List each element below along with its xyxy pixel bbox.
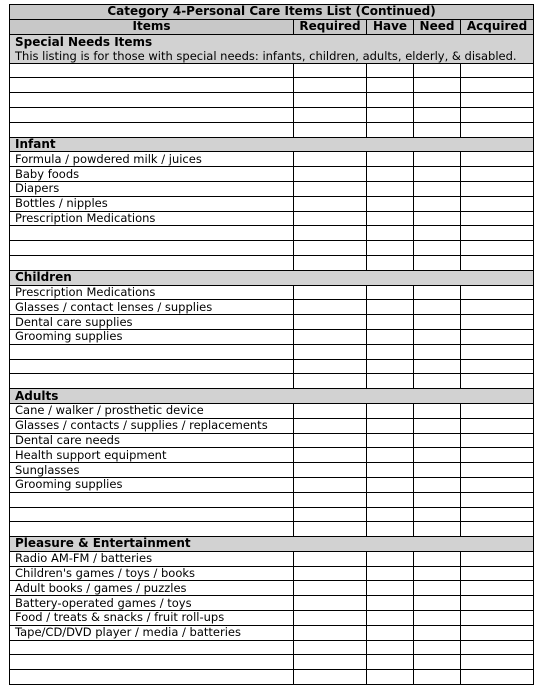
- required-cell[interactable]: [294, 581, 367, 596]
- table-row: [10, 196, 534, 211]
- required-cell[interactable]: [294, 93, 367, 108]
- acquired-cell[interactable]: [461, 448, 534, 463]
- acquired-cell[interactable]: [461, 300, 534, 315]
- item-label: [10, 640, 294, 655]
- required-cell[interactable]: [294, 359, 367, 374]
- have-cell[interactable]: [367, 167, 414, 182]
- item-label: Food / treats & snacks / fruit roll-ups: [10, 611, 294, 626]
- item-label: [10, 107, 294, 122]
- have-cell[interactable]: [367, 507, 414, 522]
- table-row: [10, 477, 534, 492]
- acquired-cell[interactable]: [461, 670, 534, 685]
- item-label: [10, 63, 294, 78]
- need-cell[interactable]: [414, 285, 461, 300]
- item-label: [10, 78, 294, 93]
- have-cell[interactable]: [367, 670, 414, 685]
- acquired-cell[interactable]: [461, 596, 534, 611]
- item-label: Children's games / toys / books: [10, 566, 294, 581]
- required-cell[interactable]: [294, 374, 367, 389]
- acquired-cell[interactable]: [461, 329, 534, 344]
- need-cell[interactable]: [414, 226, 461, 241]
- item-label: [10, 344, 294, 359]
- acquired-cell[interactable]: [461, 551, 534, 566]
- item-label: [10, 226, 294, 241]
- table-row: [10, 344, 534, 359]
- table-row: [10, 152, 534, 167]
- need-cell[interactable]: [414, 196, 461, 211]
- need-cell[interactable]: [414, 522, 461, 537]
- column-header-need: Need: [414, 19, 461, 34]
- have-cell[interactable]: [367, 211, 414, 226]
- need-cell[interactable]: [414, 463, 461, 478]
- table-row: [10, 433, 534, 448]
- have-cell[interactable]: [367, 596, 414, 611]
- required-cell[interactable]: [294, 167, 367, 182]
- need-cell[interactable]: [414, 63, 461, 78]
- required-cell[interactable]: [294, 63, 367, 78]
- table-title: Category 4-Personal Care Items List (Continued): [10, 5, 534, 20]
- item-label: [10, 522, 294, 537]
- table-row: [10, 181, 534, 196]
- item-label: Health support equipment: [10, 448, 294, 463]
- special-needs-heading: Special Needs Items: [15, 34, 153, 49]
- table-row: [10, 581, 534, 596]
- special-needs-description: This listing is for those with special needs: infants, children, adults, elderly, & disabled.: [15, 48, 517, 63]
- item-label: Prescription Medications: [10, 285, 294, 300]
- need-cell[interactable]: [414, 315, 461, 330]
- required-cell[interactable]: [294, 477, 367, 492]
- item-label: [10, 241, 294, 256]
- acquired-cell[interactable]: [461, 211, 534, 226]
- required-cell[interactable]: [294, 211, 367, 226]
- need-cell[interactable]: [414, 596, 461, 611]
- acquired-cell[interactable]: [461, 492, 534, 507]
- acquired-cell[interactable]: [461, 315, 534, 330]
- have-cell[interactable]: [367, 418, 414, 433]
- section-heading: Adults: [10, 389, 534, 404]
- acquired-cell[interactable]: [461, 655, 534, 670]
- acquired-cell[interactable]: [461, 196, 534, 211]
- table-row: [10, 122, 534, 137]
- table-row: [10, 241, 534, 256]
- table-row: [10, 78, 534, 93]
- have-cell[interactable]: [367, 181, 414, 196]
- item-label: [10, 374, 294, 389]
- required-cell[interactable]: [294, 241, 367, 256]
- required-cell[interactable]: [294, 300, 367, 315]
- required-cell[interactable]: [294, 418, 367, 433]
- need-cell[interactable]: [414, 211, 461, 226]
- have-cell[interactable]: [367, 374, 414, 389]
- acquired-cell[interactable]: [461, 522, 534, 537]
- acquired-cell[interactable]: [461, 167, 534, 182]
- column-header-have: Have: [367, 19, 414, 34]
- table-row: [10, 492, 534, 507]
- need-cell[interactable]: [414, 374, 461, 389]
- need-cell[interactable]: [414, 640, 461, 655]
- item-label: [10, 507, 294, 522]
- have-cell[interactable]: [367, 403, 414, 418]
- item-label: [10, 492, 294, 507]
- table-row: [10, 359, 534, 374]
- need-cell[interactable]: [414, 241, 461, 256]
- table-title-row: [10, 5, 534, 20]
- have-cell[interactable]: [367, 359, 414, 374]
- special-needs-intro-row: [10, 34, 534, 63]
- required-cell[interactable]: [294, 344, 367, 359]
- table-body: [10, 34, 534, 684]
- section-header-row: [10, 389, 534, 404]
- required-cell[interactable]: [294, 226, 367, 241]
- item-label: Dental care needs: [10, 433, 294, 448]
- required-cell[interactable]: [294, 181, 367, 196]
- have-cell[interactable]: [367, 344, 414, 359]
- have-cell[interactable]: [367, 566, 414, 581]
- table-row: [10, 596, 534, 611]
- acquired-cell[interactable]: [461, 359, 534, 374]
- need-cell[interactable]: [414, 403, 461, 418]
- need-cell[interactable]: [414, 448, 461, 463]
- item-label: Diapers: [10, 181, 294, 196]
- item-label: Cane / walker / prosthetic device: [10, 403, 294, 418]
- have-cell[interactable]: [367, 285, 414, 300]
- need-cell[interactable]: [414, 122, 461, 137]
- need-cell[interactable]: [414, 433, 461, 448]
- acquired-cell[interactable]: [461, 181, 534, 196]
- table-row: [10, 463, 534, 478]
- acquired-cell[interactable]: [461, 255, 534, 270]
- have-cell[interactable]: [367, 477, 414, 492]
- required-cell[interactable]: [294, 255, 367, 270]
- required-cell[interactable]: [294, 315, 367, 330]
- required-cell[interactable]: [294, 122, 367, 137]
- required-cell[interactable]: [294, 611, 367, 626]
- acquired-cell[interactable]: [461, 93, 534, 108]
- special-needs-intro: [10, 34, 534, 63]
- acquired-cell[interactable]: [461, 433, 534, 448]
- have-cell[interactable]: [367, 463, 414, 478]
- have-cell[interactable]: [367, 107, 414, 122]
- acquired-cell[interactable]: [461, 463, 534, 478]
- need-cell[interactable]: [414, 107, 461, 122]
- need-cell[interactable]: [414, 300, 461, 315]
- required-cell[interactable]: [294, 196, 367, 211]
- required-cell[interactable]: [294, 403, 367, 418]
- item-label: [10, 93, 294, 108]
- item-label: Tape/CD/DVD player / media / batteries: [10, 625, 294, 640]
- required-cell[interactable]: [294, 329, 367, 344]
- acquired-cell[interactable]: [461, 285, 534, 300]
- acquired-cell[interactable]: [461, 477, 534, 492]
- section-heading: Infant: [10, 137, 534, 152]
- need-cell[interactable]: [414, 329, 461, 344]
- table-row: [10, 300, 534, 315]
- table-row: [10, 374, 534, 389]
- need-cell[interactable]: [414, 255, 461, 270]
- table-row: [10, 285, 534, 300]
- need-cell[interactable]: [414, 655, 461, 670]
- have-cell[interactable]: [367, 448, 414, 463]
- acquired-cell[interactable]: [461, 403, 534, 418]
- need-cell[interactable]: [414, 551, 461, 566]
- required-cell[interactable]: [294, 640, 367, 655]
- required-cell[interactable]: [294, 655, 367, 670]
- section-header-row: [10, 270, 534, 285]
- need-cell[interactable]: [414, 566, 461, 581]
- have-cell[interactable]: [367, 329, 414, 344]
- required-cell[interactable]: [294, 507, 367, 522]
- acquired-cell[interactable]: [461, 63, 534, 78]
- personal-care-items-table: [9, 4, 534, 685]
- have-cell[interactable]: [367, 315, 414, 330]
- acquired-cell[interactable]: [461, 107, 534, 122]
- required-cell[interactable]: [294, 448, 367, 463]
- item-label: Prescription Medications: [10, 211, 294, 226]
- acquired-cell[interactable]: [461, 581, 534, 596]
- item-label: Radio AM-FM / batteries: [10, 551, 294, 566]
- table-row: [10, 670, 534, 685]
- acquired-cell[interactable]: [461, 640, 534, 655]
- item-label: [10, 255, 294, 270]
- table-row: [10, 611, 534, 626]
- have-cell[interactable]: [367, 93, 414, 108]
- item-label: Formula / powdered milk / juices: [10, 152, 294, 167]
- item-label: Grooming supplies: [10, 477, 294, 492]
- item-label: [10, 359, 294, 374]
- required-cell[interactable]: [294, 78, 367, 93]
- item-label: Grooming supplies: [10, 329, 294, 344]
- have-cell[interactable]: [367, 492, 414, 507]
- have-cell[interactable]: [367, 300, 414, 315]
- have-cell[interactable]: [367, 522, 414, 537]
- need-cell[interactable]: [414, 167, 461, 182]
- acquired-cell[interactable]: [461, 374, 534, 389]
- required-cell[interactable]: [294, 107, 367, 122]
- table-row: [10, 93, 534, 108]
- table-row: [10, 255, 534, 270]
- required-cell[interactable]: [294, 285, 367, 300]
- have-cell[interactable]: [367, 122, 414, 137]
- item-label: Glasses / contacts / supplies / replacements: [10, 418, 294, 433]
- need-cell[interactable]: [414, 181, 461, 196]
- have-cell[interactable]: [367, 241, 414, 256]
- have-cell[interactable]: [367, 63, 414, 78]
- item-label: Sunglasses: [10, 463, 294, 478]
- table-row: [10, 63, 534, 78]
- acquired-cell[interactable]: [461, 344, 534, 359]
- item-label: [10, 670, 294, 685]
- table-row: [10, 655, 534, 670]
- need-cell[interactable]: [414, 93, 461, 108]
- table-row: [10, 507, 534, 522]
- item-label: Battery-operated games / toys: [10, 596, 294, 611]
- table-row: [10, 418, 534, 433]
- have-cell[interactable]: [367, 655, 414, 670]
- have-cell[interactable]: [367, 581, 414, 596]
- table-row: [10, 211, 534, 226]
- table-row: [10, 448, 534, 463]
- required-cell[interactable]: [294, 670, 367, 685]
- section-header-row: [10, 137, 534, 152]
- table-row: [10, 566, 534, 581]
- section-header-row: [10, 537, 534, 552]
- have-cell[interactable]: [367, 78, 414, 93]
- required-cell[interactable]: [294, 566, 367, 581]
- table-row: [10, 226, 534, 241]
- need-cell[interactable]: [414, 359, 461, 374]
- column-header-row: [10, 19, 534, 34]
- have-cell[interactable]: [367, 226, 414, 241]
- required-cell[interactable]: [294, 433, 367, 448]
- item-label: Baby foods: [10, 167, 294, 182]
- acquired-cell[interactable]: [461, 611, 534, 626]
- required-cell[interactable]: [294, 596, 367, 611]
- item-label: Glasses / contact lenses / supplies: [10, 300, 294, 315]
- need-cell[interactable]: [414, 344, 461, 359]
- acquired-cell[interactable]: [461, 122, 534, 137]
- required-cell[interactable]: [294, 522, 367, 537]
- table-row: [10, 403, 534, 418]
- need-cell[interactable]: [414, 611, 461, 626]
- table-row: [10, 315, 534, 330]
- acquired-cell[interactable]: [461, 241, 534, 256]
- required-cell[interactable]: [294, 551, 367, 566]
- table-row: [10, 167, 534, 182]
- section-heading: Children: [10, 270, 534, 285]
- table-row: [10, 640, 534, 655]
- need-cell[interactable]: [414, 152, 461, 167]
- table-row: [10, 551, 534, 566]
- column-header-acquired: Acquired: [461, 19, 534, 34]
- acquired-cell[interactable]: [461, 152, 534, 167]
- have-cell[interactable]: [367, 433, 414, 448]
- table-row: [10, 522, 534, 537]
- acquired-cell[interactable]: [461, 78, 534, 93]
- acquired-cell[interactable]: [461, 566, 534, 581]
- table-row: [10, 107, 534, 122]
- have-cell[interactable]: [367, 196, 414, 211]
- acquired-cell[interactable]: [461, 226, 534, 241]
- item-label: Adult books / games / puzzles: [10, 581, 294, 596]
- need-cell[interactable]: [414, 507, 461, 522]
- need-cell[interactable]: [414, 581, 461, 596]
- have-cell[interactable]: [367, 152, 414, 167]
- need-cell[interactable]: [414, 418, 461, 433]
- item-label: Dental care supplies: [10, 315, 294, 330]
- required-cell[interactable]: [294, 152, 367, 167]
- column-header-items: Items: [10, 19, 294, 34]
- need-cell[interactable]: [414, 670, 461, 685]
- required-cell[interactable]: [294, 463, 367, 478]
- have-cell[interactable]: [367, 611, 414, 626]
- column-header-required: Required: [294, 19, 367, 34]
- acquired-cell[interactable]: [461, 418, 534, 433]
- required-cell[interactable]: [294, 492, 367, 507]
- item-label: [10, 122, 294, 137]
- item-label: [10, 655, 294, 670]
- acquired-cell[interactable]: [461, 507, 534, 522]
- item-label: Bottles / nipples: [10, 196, 294, 211]
- have-cell[interactable]: [367, 551, 414, 566]
- have-cell[interactable]: [367, 255, 414, 270]
- need-cell[interactable]: [414, 477, 461, 492]
- need-cell[interactable]: [414, 492, 461, 507]
- section-heading: Pleasure & Entertainment: [10, 537, 534, 552]
- need-cell[interactable]: [414, 78, 461, 93]
- have-cell[interactable]: [367, 640, 414, 655]
- table-row: [10, 329, 534, 344]
